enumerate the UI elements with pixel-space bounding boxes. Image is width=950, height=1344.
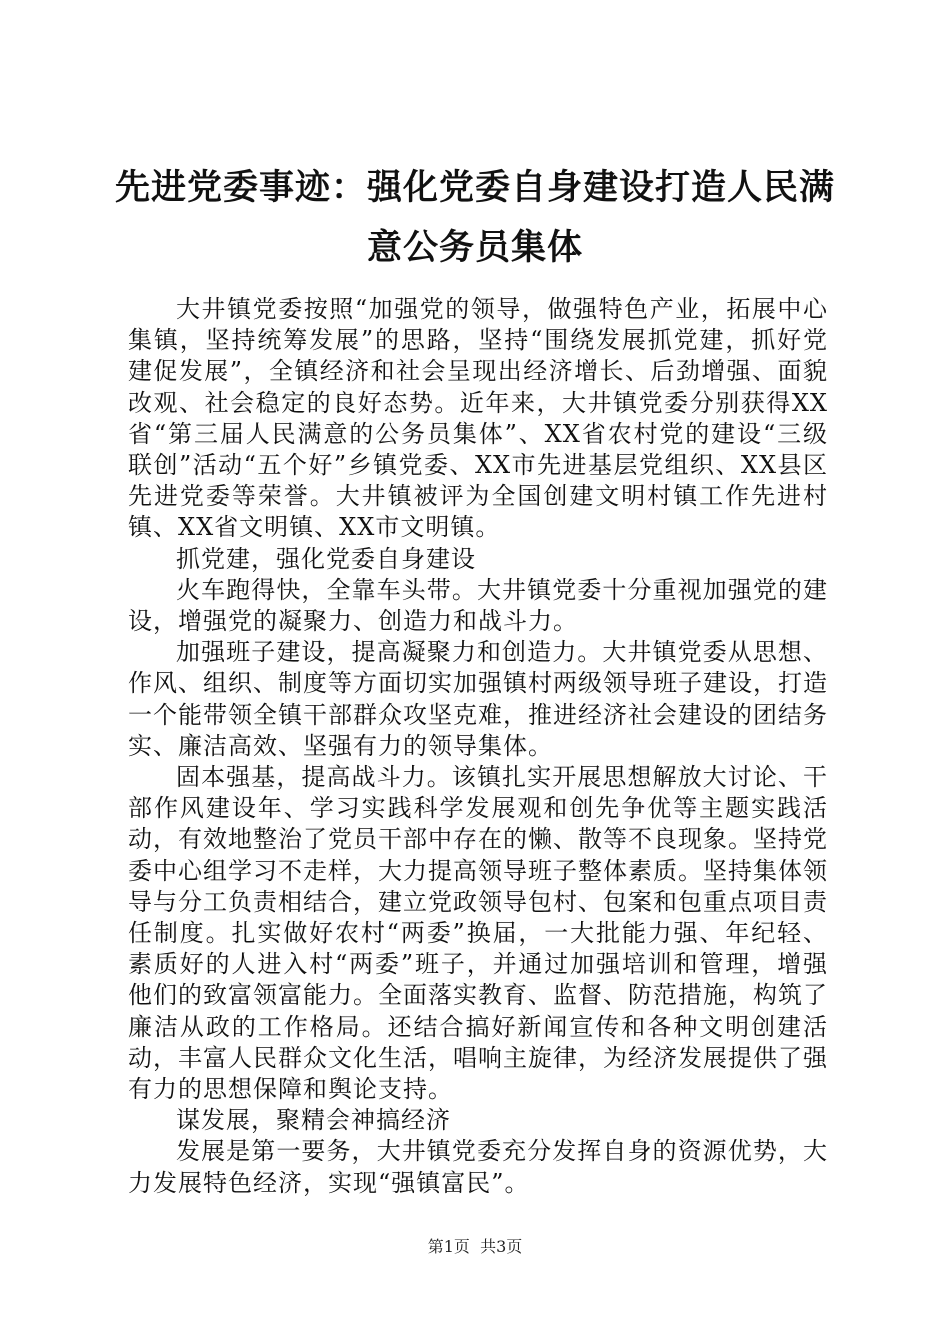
section-heading-development: 谋发展，聚精会神搞经济 xyxy=(176,1106,451,1135)
title-line-1: 先进党委事迹：强化党委自身建设打造人民满 xyxy=(114,168,835,208)
paragraph: 火车跑得快，全靠车头带。大井镇党委十分重视加强党的建设，增强党的凝聚力、创造力和战斗力。 xyxy=(128,575,828,636)
document-body xyxy=(128,294,828,1199)
paragraph-intro: 大井镇党委按照“加强党的领导，做强特色产业，拓展中心集镇，坚持统筹发展”的思路，坚持“围绕发展抓党建，抓好党建促发展”，全镇经济和社会呈现出经济增长、后劲增强、面貌改观、社会稳定的良好态势。近年来，大井镇党委分别获得XX省“第三届人民满意的公务员集体”、XX省农村党的建设“三级联创”活动“五个好”乡镇党委、XX市先进基层党组织、XX县区先进党委等荣誉。大井镇被评为全国创建文明村镇工作先进村镇、XX省文明镇、XX市文明镇。 xyxy=(128,295,828,542)
paragraph: 发展是第一要务，大井镇党委充分发挥自身的资源优势，大力发展特色经济，实现“强镇富民”。 xyxy=(128,1137,828,1197)
paragraph: 加强班子建设，提高凝聚力和创造力。大井镇党委从思想、作风、组织、制度等方面切实加强镇村两级领导班子建设，打造一个能带领全镇干部群众攻坚克难，推进经济社会建设的团结务实、廉洁高效、坚强有力的领导集体。 xyxy=(128,638,828,760)
section-heading-party-building: 抓党建，强化党委自身建设 xyxy=(176,544,476,573)
paragraph: 固本强基，提高战斗力。该镇扎实开展思想解放大讨论、干部作风建设年、学习实践科学发展观和创先争优等主题实践活动，有效地整治了党员干部中存在的懒、散等不良现象。坚持党委中心组学习不走样，大力提高领导班子整体素质。坚持集体领导与分工负责相结合，建立党政领导包村、包案和包重点项目责任制度。扎实做好农村“两委”换届，一大批能力强、年纪轻、素质好的人进入村“两委”班子，并通过加强培训和管理，增强他们的致富领富能力。全面落实教育、监督、防范措施，构筑了廉洁从政的工作格局。还结合搞好新闻宣传和各种文明创建活动，丰富人民群众文化生活，唱响主旋律，为经济发展提供了强有力的思想保障和舆论支持。 xyxy=(128,763,828,1104)
page-number: 第1页 共3页 xyxy=(427,1237,523,1256)
page-footer xyxy=(0,1234,950,1257)
title-line-2: 意公务员集体 xyxy=(366,228,583,268)
document-title xyxy=(100,158,850,278)
